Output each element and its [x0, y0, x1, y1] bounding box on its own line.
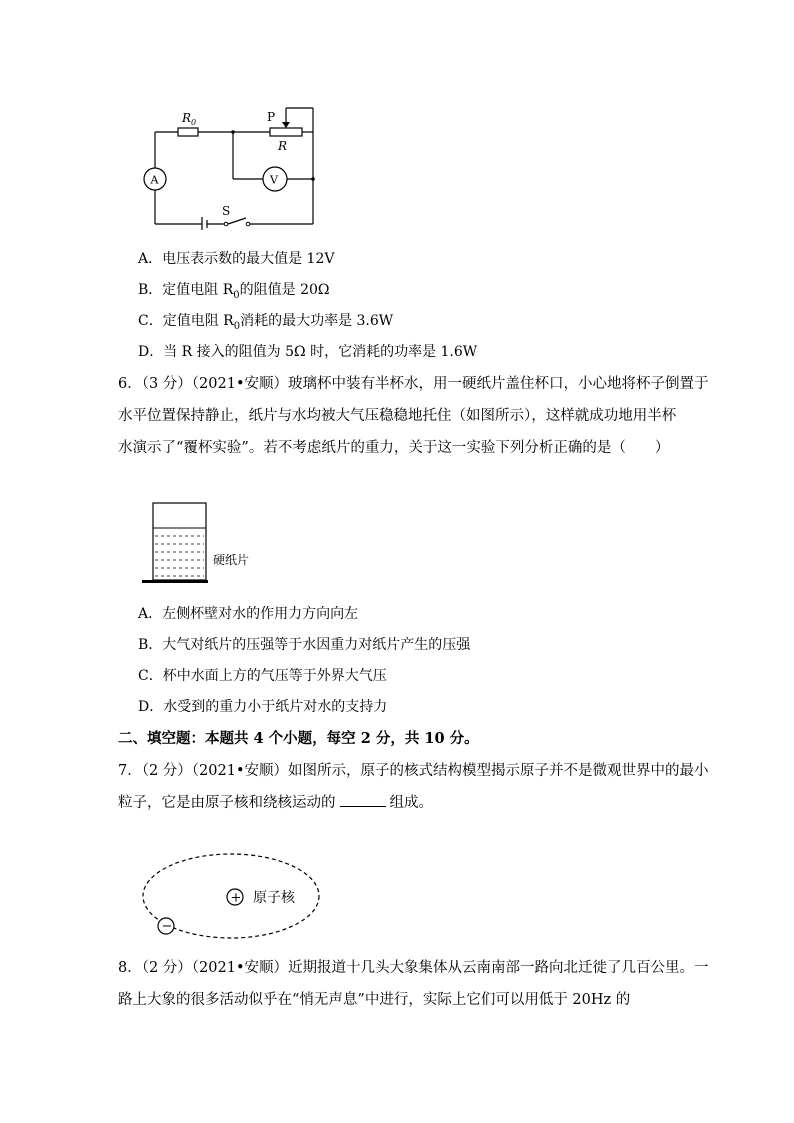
rheostat-r	[270, 128, 302, 136]
svg-text:R0: $R_0$	[182, 111, 197, 127]
section-heading: 二、填空题：本题共 4 个小题，每空 2 分，共 10 分。	[118, 730, 479, 747]
svg-text:P: P	[267, 110, 276, 124]
cup	[153, 503, 206, 580]
slider-arrow	[282, 122, 290, 128]
q6-line-1: 6．（3 分）（2021•安顺）玻璃杯中装有半杯水，用一硬纸片盖住杯口，小心地将杯子倒置于	[118, 376, 709, 392]
q6-option-a: A．左侧杯壁对水的作用力方向向左	[138, 606, 359, 622]
nucleus-label: 原子核	[253, 890, 295, 906]
svg-text:V: V	[270, 173, 278, 187]
q6-option-d: D．水受到的重力小于纸片对水的支持力	[138, 699, 388, 715]
svg-text:+: +	[230, 890, 242, 906]
paper-card-label: 硬纸片	[213, 553, 250, 567]
svg-text:−: −	[161, 919, 173, 934]
svg-text:S: S	[222, 204, 231, 218]
q7-line-1: 7．（2 分）（2021•安顺）如图所示，原子的核式结构模型揭示原子并不是微观世界中的最小	[118, 763, 709, 779]
answer-blank[interactable]	[340, 794, 386, 807]
circuit-diagram	[130, 100, 330, 230]
paper-card	[142, 580, 208, 583]
q8-line-2: 路上大象的很多活动似乎在“悄无声息”中进行，实际上它们可以用低于 20Hz 的	[118, 992, 631, 1008]
q6-option-b: B．大气对纸片的压强等于水因重力对纸片产生的压强	[138, 637, 471, 653]
q6-line-2: 水平位置保持静止，纸片与水均被大气压稳稳地托住（如图所示），这样就成功地用半杯	[118, 408, 677, 424]
q7-line-2: 粒子，它是由原子核和绕核运动的 组成。	[118, 795, 433, 811]
atom-figure	[140, 848, 340, 948]
q8-line-1: 8．（2 分）（2021•安顺）近期报道十几头大象集体从云南南部一路向北迁徙了几百公里。一	[118, 960, 709, 976]
q5-option-d: D．当 R 接入的阻值为 5Ω 时，它消耗的功率是 1.6W	[138, 344, 478, 360]
svg-text:R: R	[278, 139, 288, 153]
q5-option-a: A．电压表示数的最大值是 12V	[138, 251, 335, 267]
q6-option-c: C．杯中水面上方的气压等于外界大气压	[138, 668, 387, 684]
resistor-r0	[178, 128, 198, 136]
q5-option-b: B．定值电阻 $R_0$的阻值是 20Ω	[138, 282, 330, 301]
q5-option-c: C．定值电阻 $R_0$消耗的最大功率是 3.6W	[138, 313, 394, 332]
q6-line-3: 水演示了“覆杯实验”。若不考虑纸片的重力，关于这一实验下列分析正确的是（ ）	[118, 440, 670, 456]
cup-figure	[140, 500, 260, 590]
svg-text:A: A	[150, 173, 159, 187]
